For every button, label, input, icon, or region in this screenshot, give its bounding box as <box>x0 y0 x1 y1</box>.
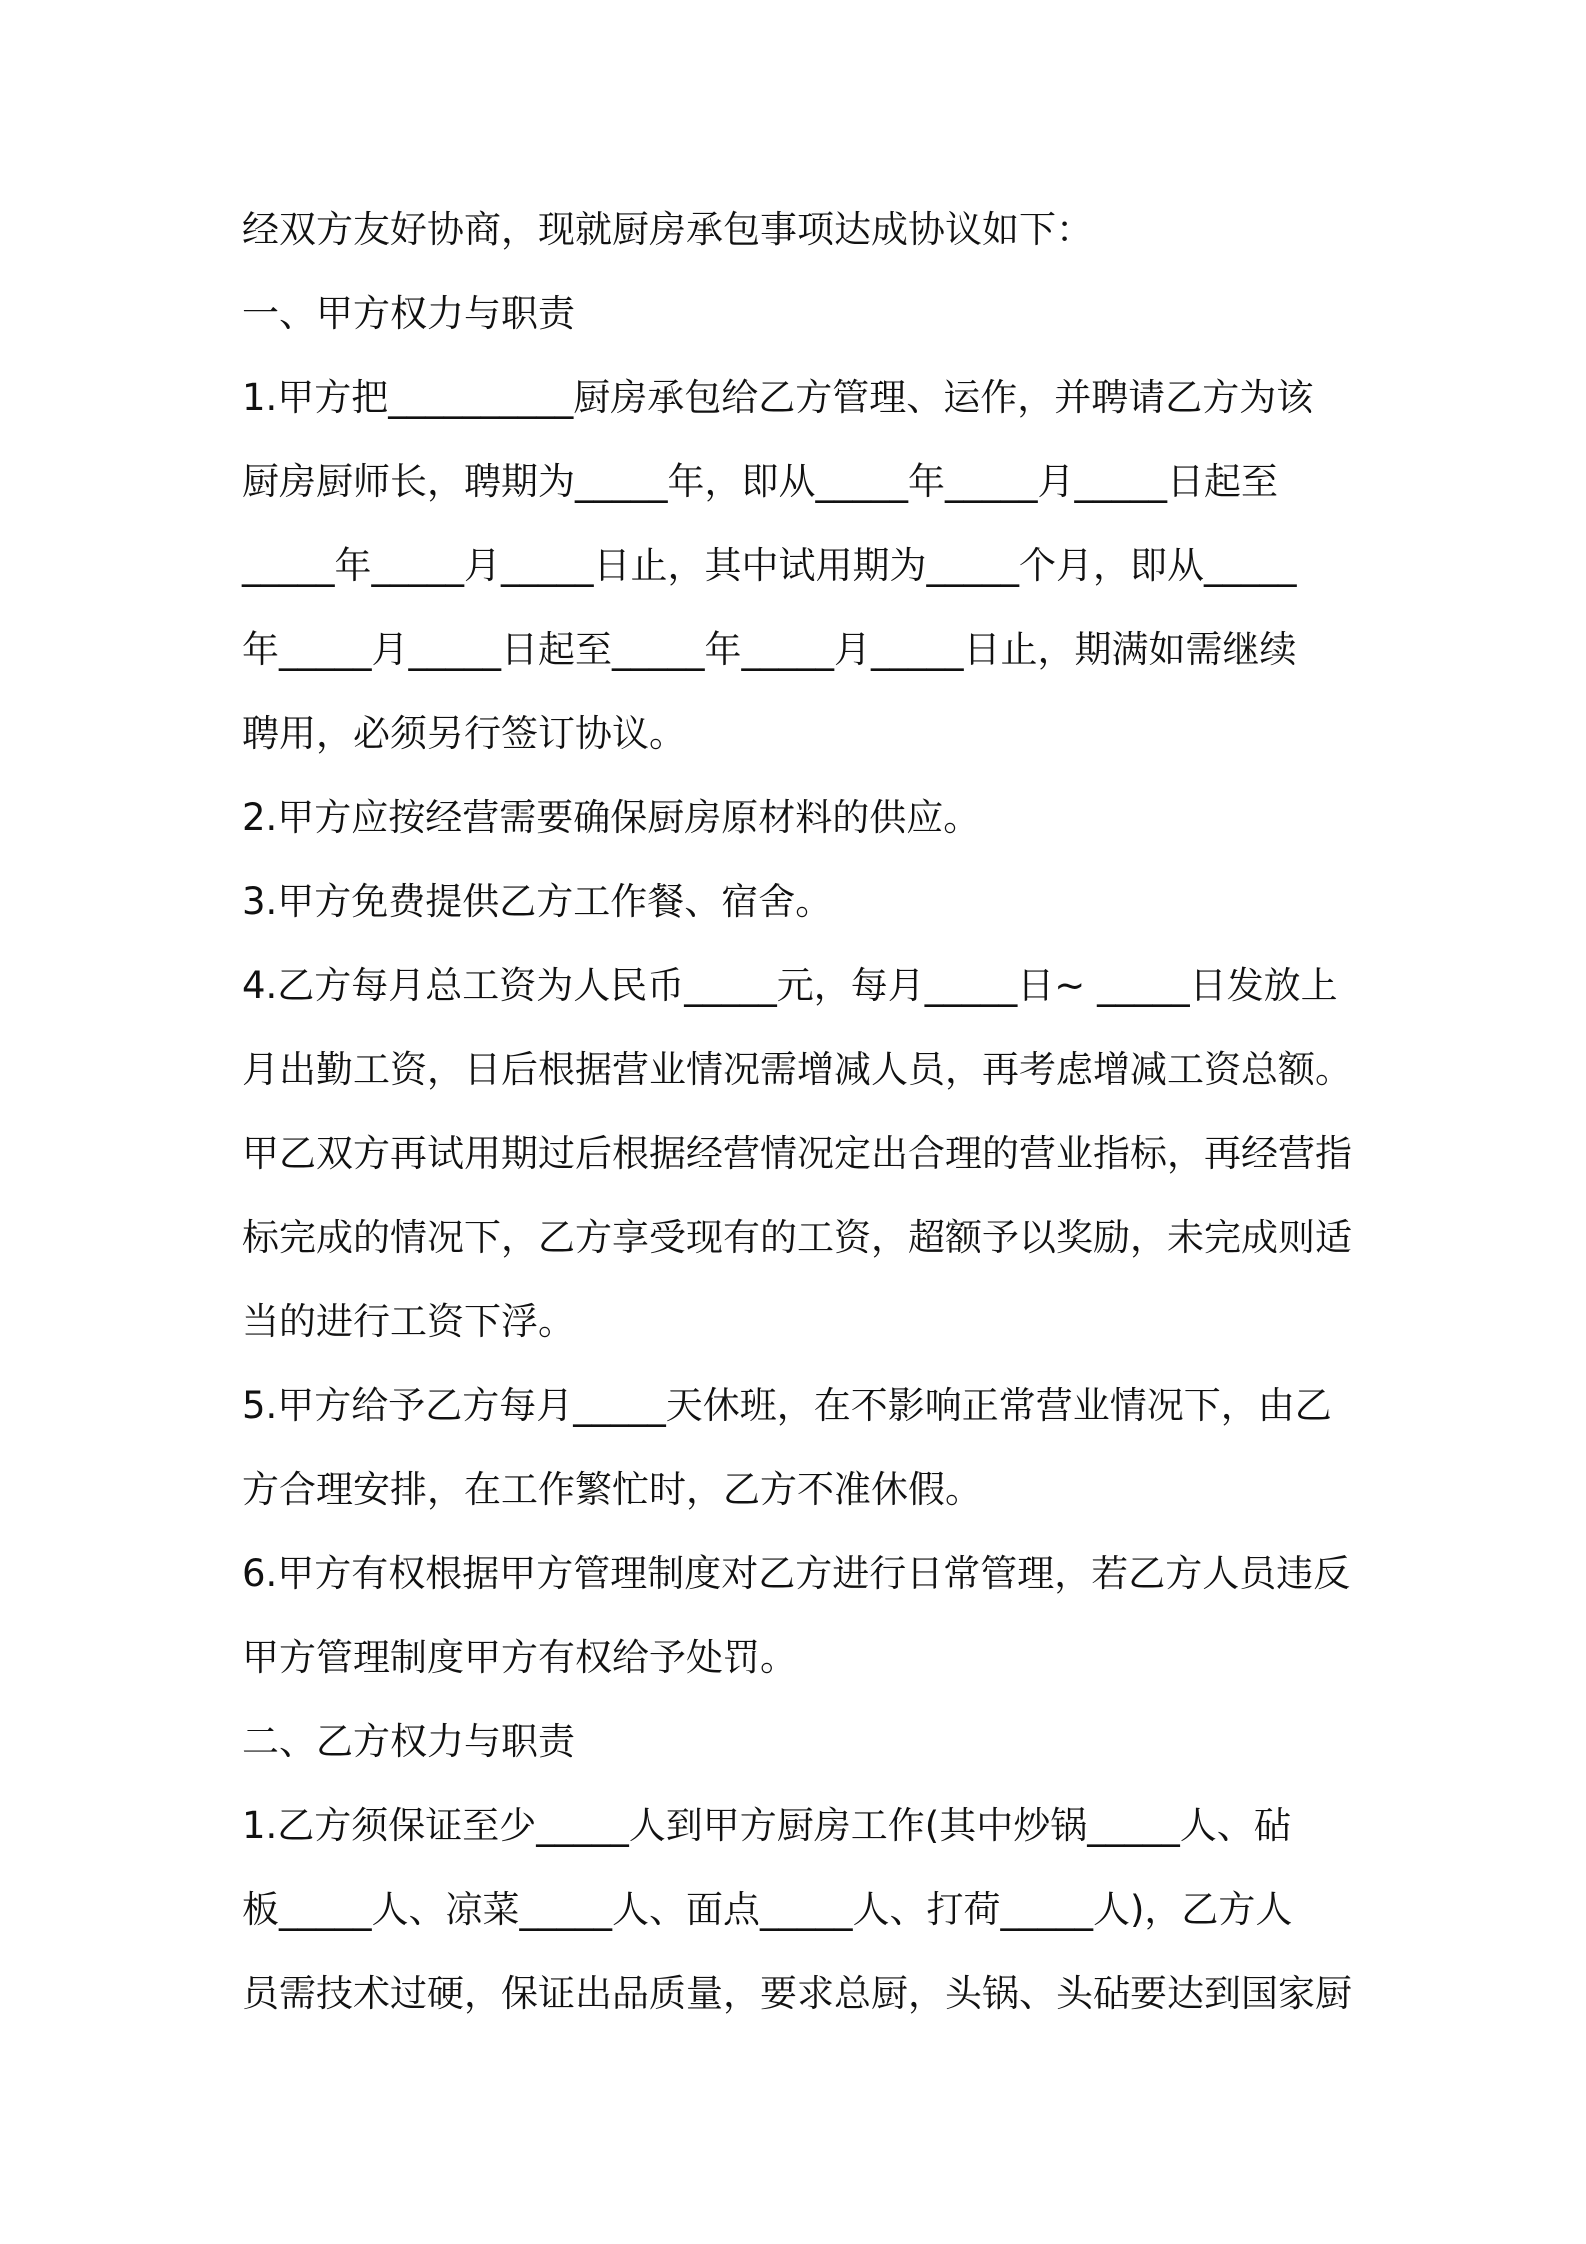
text-line: 甲乙双方再试用期过后根据经营情况定出合理的营业指标，再经营指 <box>242 1132 1352 1175</box>
text-line: 聘用，必须另行签订协议。 <box>242 712 686 755</box>
text-line: 方合理安排，在工作繁忙时，乙方不准休假。 <box>242 1468 982 1511</box>
section-heading: 二、乙方权力与职责 <box>242 1720 575 1763</box>
text-line: 1.乙方须保证至少_____人到甲方厨房工作(其中炒锅_____人、砧 <box>242 1804 1291 1847</box>
section-heading: 一、甲方权力与职责 <box>242 292 575 335</box>
text-line: 经双方友好协商，现就厨房承包事项达成协议如下： <box>242 208 1093 251</box>
text-line: 年_____月_____日起至_____年_____月_____日止，期满如需继续 <box>242 628 1297 671</box>
text-line: 标完成的情况下，乙方享受现有的工资，超额予以奖励，未完成则适 <box>242 1216 1352 1259</box>
text-line: _____年_____月_____日止，其中试用期为_____个月，即从_____ <box>242 544 1297 587</box>
text-line: 月出勤工资，日后根据营业情况需增减人员，再考虑增减工资总额。 <box>242 1048 1352 1091</box>
text-line: 3.甲方免费提供乙方工作餐、宿舍。 <box>242 880 833 923</box>
text-line: 板_____人、凉菜_____人、面点_____人、打荷_____人)，乙方人 <box>242 1888 1293 1931</box>
text-line: 甲方管理制度甲方有权给予处罚。 <box>242 1636 797 1679</box>
text-line: 4.乙方每月总工资为人民币_____元，每月_____日~ _____日发放上 <box>242 964 1338 1007</box>
text-line: 1.甲方把__________厨房承包给乙方管理、运作，并聘请乙方为该 <box>242 376 1314 419</box>
text-line: 员需技术过硬，保证出品质量，要求总厨，头锅、头砧要达到国家厨 <box>242 1972 1352 2015</box>
text-line: 5.甲方给予乙方每月_____天休班，在不影响正常营业情况下，由乙 <box>242 1384 1332 1427</box>
text-line: 6.甲方有权根据甲方管理制度对乙方进行日常管理，若乙方人员违反 <box>242 1552 1351 1595</box>
text-line: 2.甲方应按经营需要确保厨房原材料的供应。 <box>242 796 981 839</box>
text-line: 厨房厨师长，聘期为_____年，即从_____年_____月_____日起至 <box>242 460 1278 503</box>
text-line: 当的进行工资下浮。 <box>242 1300 575 1343</box>
